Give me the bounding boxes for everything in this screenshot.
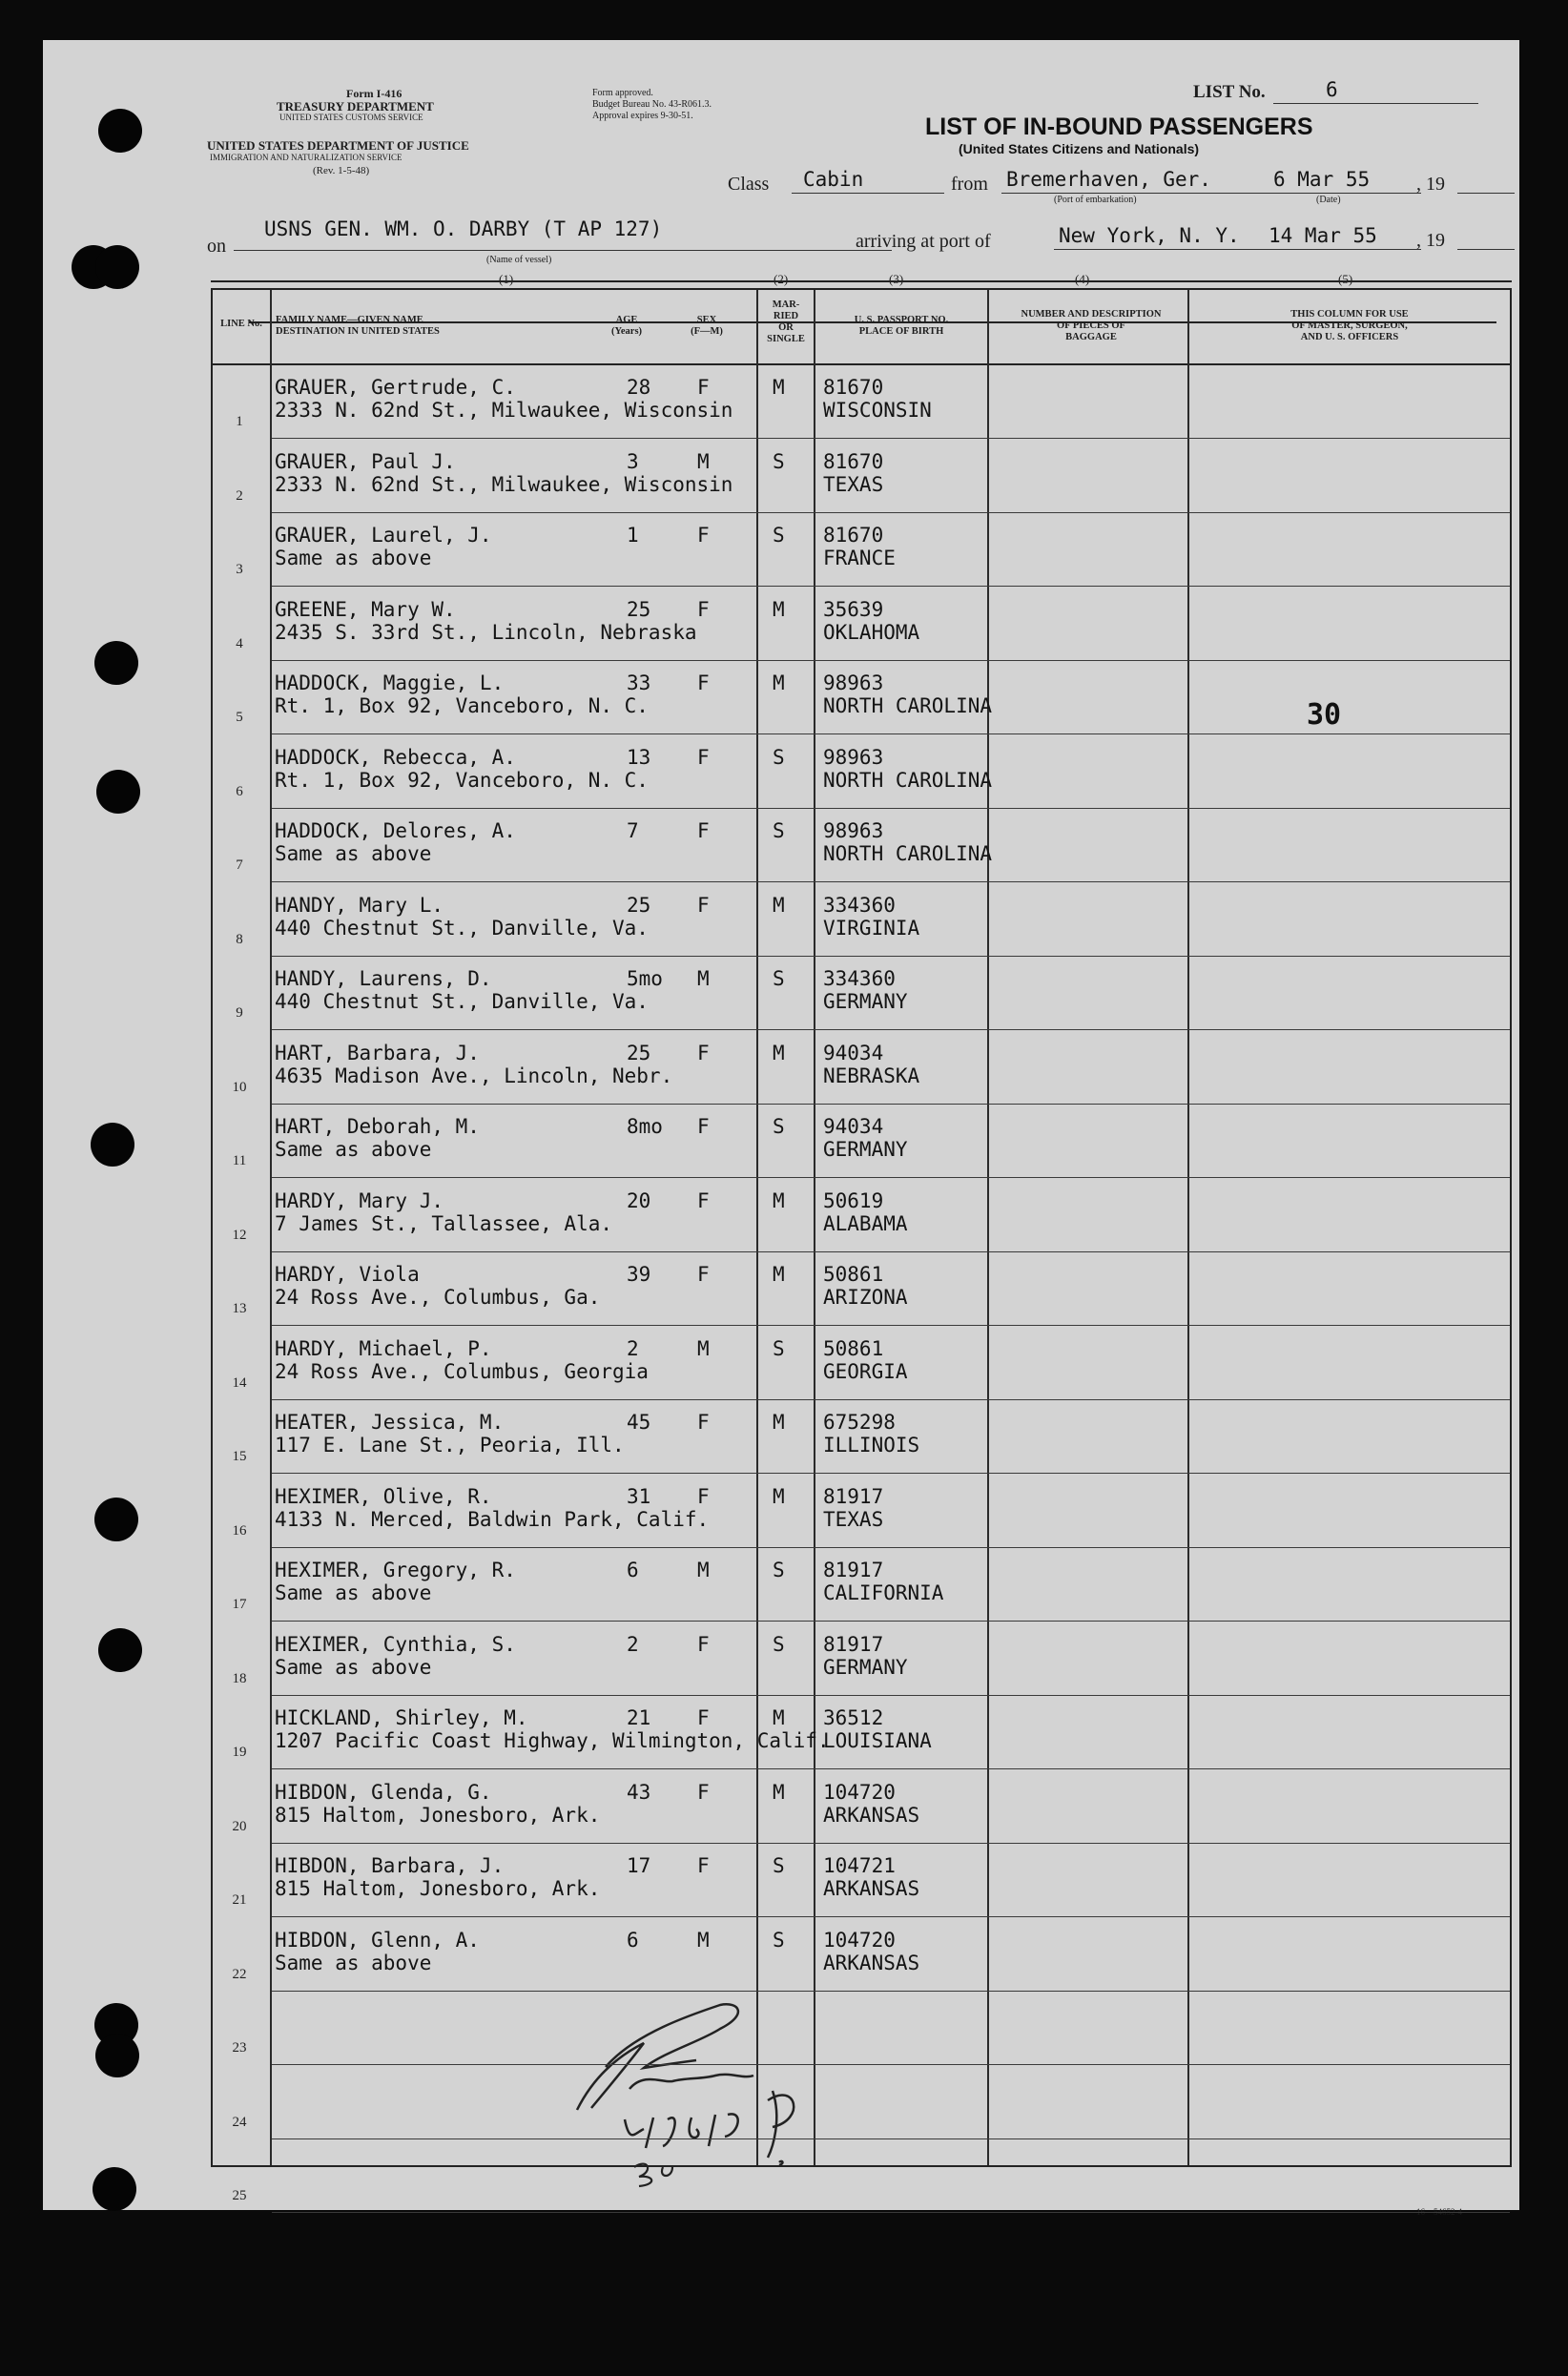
- header-passport: U. S. PASSPORT NO. PLACE OF BIRTH: [854, 315, 949, 337]
- passenger-name: HEXIMER, Cynthia, S.: [275, 1633, 516, 1656]
- passport-number: 81670: [823, 376, 884, 399]
- place-of-birth: NORTH CAROLINA: [823, 769, 993, 792]
- passenger-marital-status: S: [773, 1854, 785, 1877]
- passenger-address: 4635 Madison Ave., Lincoln, Nebr.: [275, 1064, 673, 1087]
- passenger-age: 8mo: [627, 1115, 663, 1138]
- place-of-birth: ARKANSAS: [823, 1804, 920, 1827]
- passenger-marital-status: S: [773, 1115, 785, 1138]
- row-divider: [272, 1843, 1510, 1844]
- line-number: 17: [232, 1597, 247, 1612]
- passenger-name: HEXIMER, Gregory, R.: [275, 1559, 516, 1581]
- approval-line-2: Budget Bureau No. 43-R061.3.: [592, 99, 712, 110]
- col-num-5: (5): [1338, 272, 1353, 286]
- passenger-marital-status: S: [773, 1929, 785, 1952]
- row-divider: [272, 808, 1510, 809]
- passenger-address: 24 Ross Ave., Columbus, Georgia: [275, 1360, 649, 1383]
- passenger-sex: F: [697, 819, 710, 842]
- place-of-birth: TEXAS: [823, 473, 884, 496]
- passenger-marital-status: S: [773, 819, 785, 842]
- line-number: 12: [232, 1228, 247, 1243]
- page-title: LIST OF IN-BOUND PASSENGERS: [925, 114, 1313, 140]
- on-label: on: [207, 236, 226, 257]
- passenger-marital-status: M: [773, 376, 785, 399]
- embarkation-date: 6 Mar 55: [1273, 168, 1371, 191]
- passport-number: 94034: [823, 1115, 884, 1138]
- passenger-sex: F: [697, 1633, 710, 1656]
- passenger-marital-status: S: [773, 450, 785, 473]
- passenger-sex: M: [697, 450, 710, 473]
- passenger-address: 2435 S. 33rd St., Lincoln, Nebraska: [275, 621, 697, 644]
- passport-number: 98963: [823, 671, 884, 694]
- form-number: Form I-416: [346, 87, 402, 100]
- line-number: 10: [232, 1080, 247, 1095]
- line-number: 22: [232, 1967, 247, 1982]
- inspector-signature: [539, 1976, 844, 2186]
- class-label: Class: [728, 174, 770, 195]
- passenger-sex: F: [697, 1854, 710, 1877]
- passenger-marital-status: M: [773, 1263, 785, 1286]
- passenger-age: 31: [627, 1485, 651, 1508]
- officer-note: 30: [1307, 698, 1342, 732]
- passenger-marital-status: M: [773, 1189, 785, 1212]
- col-num-4: (4): [1075, 272, 1090, 286]
- passenger-age: 2: [627, 1633, 639, 1656]
- row-divider: [272, 2138, 1510, 2139]
- place-of-birth: WISCONSIN: [823, 399, 932, 422]
- place-of-birth: FRANCE: [823, 547, 896, 569]
- form-revision: (Rev. 1-5-48): [313, 165, 370, 176]
- row-divider: [272, 1399, 1510, 1400]
- place-of-birth: ARIZONA: [823, 1286, 908, 1309]
- passenger-address: Same as above: [275, 1138, 432, 1161]
- binder-hole: [95, 2034, 139, 2077]
- col-num-2: (2): [774, 272, 789, 286]
- binder-hole: [93, 2167, 136, 2211]
- row-divider: [272, 1104, 1510, 1105]
- arriving-label: arriving at port of: [856, 231, 991, 252]
- line-number: 23: [232, 2040, 247, 2056]
- passport-number: 35639: [823, 598, 884, 621]
- line-number: 20: [232, 1819, 247, 1834]
- line-number: 5: [236, 710, 243, 725]
- passenger-sex: F: [697, 1115, 710, 1138]
- binder-hole: [98, 109, 142, 153]
- passenger-name: HEATER, Jessica, M.: [275, 1411, 505, 1434]
- col-num-3: (3): [889, 272, 904, 286]
- passenger-marital-status: M: [773, 1485, 785, 1508]
- place-of-birth: CALIFORNIA: [823, 1581, 944, 1604]
- passport-number: 104720: [823, 1781, 896, 1804]
- passenger-age: 33: [627, 671, 651, 694]
- passenger-address: Same as above: [275, 1581, 432, 1604]
- line-number: 16: [232, 1523, 247, 1539]
- row-divider: [272, 2064, 1510, 2065]
- passenger-name: HARDY, Mary J.: [275, 1189, 444, 1212]
- passenger-address: 2333 N. 62nd St., Milwaukee, Wisconsin: [275, 399, 733, 422]
- passenger-address: 1207 Pacific Coast Highway, Wilmington, Calif.: [275, 1729, 830, 1752]
- line-number: 15: [232, 1449, 247, 1464]
- vessel-caption: (Name of vessel): [486, 255, 552, 265]
- year-suffix: , 19: [1416, 174, 1445, 195]
- passenger-age: 5mo: [627, 967, 663, 990]
- header-age: AGE (Years): [610, 315, 643, 337]
- passenger-name: HICKLAND, Shirley, M.: [275, 1706, 528, 1729]
- row-divider: [272, 733, 1510, 734]
- passenger-address: 24 Ross Ave., Columbus, Ga.: [275, 1286, 601, 1309]
- approval-line-3: Approval expires 9-30-51.: [592, 111, 693, 121]
- binder-hole: [94, 1498, 138, 1541]
- row-divider: [272, 1695, 1510, 1696]
- row-divider: [272, 1251, 1510, 1252]
- passenger-marital-status: S: [773, 1633, 785, 1656]
- place-of-birth: ARKANSAS: [823, 1952, 920, 1974]
- row-divider: [272, 512, 1510, 513]
- passenger-address: 815 Haltom, Jonesboro, Ark.: [275, 1804, 601, 1827]
- passenger-address: Same as above: [275, 1656, 432, 1679]
- passenger-name: GREENE, Mary W.: [275, 598, 456, 621]
- passenger-marital-status: S: [773, 1559, 785, 1581]
- row-divider: [272, 956, 1510, 957]
- passenger-name: HANDY, Laurens, D.: [275, 967, 492, 990]
- approval-line-1: Form approved.: [592, 88, 653, 98]
- passenger-age: 6: [627, 1559, 639, 1581]
- line-number: 19: [232, 1745, 247, 1760]
- passport-number: 334360: [823, 967, 896, 990]
- place-of-birth: OKLAHOMA: [823, 621, 920, 644]
- passenger-sex: F: [697, 1263, 710, 1286]
- passport-number: 81917: [823, 1633, 884, 1656]
- place-of-birth: NEBRASKA: [823, 1064, 920, 1087]
- passenger-name: HARDY, Viola: [275, 1263, 420, 1286]
- binder-hole: [95, 245, 139, 289]
- passport-number: 81917: [823, 1485, 884, 1508]
- row-divider: [272, 1916, 1510, 1917]
- passport-number: 50861: [823, 1337, 884, 1360]
- row-divider: [272, 1325, 1510, 1326]
- passenger-age: 13: [627, 746, 651, 769]
- place-of-birth: LOUISIANA: [823, 1729, 932, 1752]
- header-married: MAR- RIED OR SINGLE: [767, 300, 805, 344]
- passenger-age: 45: [627, 1411, 651, 1434]
- page-subtitle: (United States Citizens and Nationals): [959, 141, 1200, 156]
- line-number: 4: [236, 636, 243, 651]
- passport-number: 675298: [823, 1411, 896, 1434]
- passport-number: 81917: [823, 1559, 884, 1581]
- justice-dept: UNITED STATES DEPARTMENT OF JUSTICE: [207, 138, 469, 153]
- line-number: 8: [236, 932, 243, 947]
- passenger-age: 2: [627, 1337, 639, 1360]
- passenger-age: 17: [627, 1854, 651, 1877]
- passenger-address: Rt. 1, Box 92, Vanceboro, N. C.: [275, 694, 649, 717]
- customs-service: UNITED STATES CUSTOMS SERVICE: [279, 113, 423, 122]
- row-divider: [272, 660, 1510, 661]
- line-number: 11: [232, 1153, 247, 1168]
- passenger-name: GRAUER, Paul J.: [275, 450, 456, 473]
- row-divider: [272, 1029, 1510, 1030]
- passenger-name: HADDOCK, Rebecca, A.: [275, 746, 516, 769]
- binder-hole: [94, 641, 138, 685]
- place-of-birth: GERMANY: [823, 990, 908, 1013]
- passenger-address: 117 E. Lane St., Peoria, Ill.: [275, 1434, 625, 1457]
- row-divider: [272, 1473, 1510, 1474]
- passenger-address: 7 James St., Tallassee, Ala.: [275, 1212, 613, 1235]
- vessel-name: USNS GEN. WM. O. DARBY (T AP 127): [264, 217, 663, 240]
- passenger-age: 39: [627, 1263, 651, 1286]
- date-caption: (Date): [1316, 195, 1341, 205]
- passenger-address: 2333 N. 62nd St., Milwaukee, Wisconsin: [275, 473, 733, 496]
- passenger-name: GRAUER, Gertrude, C.: [275, 376, 516, 399]
- header-baggage: NUMBER AND DESCRIPTION OF PIECES OF BAGGAGE: [1021, 309, 1162, 342]
- passenger-marital-status: S: [773, 1337, 785, 1360]
- passenger-address: Same as above: [275, 1952, 432, 1974]
- line-number: 9: [236, 1005, 243, 1021]
- passenger-name: HIBDON, Glenda, G.: [275, 1781, 492, 1804]
- line-number: 25: [232, 2188, 247, 2203]
- line-number: 1: [236, 414, 243, 429]
- passport-number: 36512: [823, 1706, 884, 1729]
- passenger-sex: F: [697, 1189, 710, 1212]
- passenger-address: 440 Chestnut St., Danville, Va.: [275, 917, 649, 940]
- line-number: 18: [232, 1671, 247, 1686]
- passenger-name: HARDY, Michael, P.: [275, 1337, 492, 1360]
- footer-code: 16—54652-4: [1416, 2207, 1462, 2217]
- passenger-age: 1: [627, 524, 639, 547]
- passenger-marital-status: S: [773, 746, 785, 769]
- passport-number: 104721: [823, 1854, 896, 1877]
- passport-number: 98963: [823, 819, 884, 842]
- passenger-address: Same as above: [275, 547, 432, 569]
- passport-number: 50619: [823, 1189, 884, 1212]
- passenger-name: HADDOCK, Delores, A.: [275, 819, 516, 842]
- passenger-age: 25: [627, 1042, 651, 1064]
- line-number: 14: [232, 1375, 247, 1391]
- passenger-marital-status: S: [773, 967, 785, 990]
- ins-service: IMMIGRATION AND NATURALIZATION SERVICE: [210, 153, 402, 162]
- row-divider: [272, 1621, 1510, 1622]
- passenger-sex: F: [697, 894, 710, 917]
- row-divider: [272, 1768, 1510, 1769]
- passenger-name: HIBDON, Barbara, J.: [275, 1854, 505, 1877]
- passenger-sex: M: [697, 1559, 710, 1581]
- place-of-birth: TEXAS: [823, 1508, 884, 1531]
- treasury-dept: TREASURY DEPARTMENT: [277, 99, 434, 114]
- passenger-address: 440 Chestnut St., Danville, Va.: [275, 990, 649, 1013]
- passenger-sex: F: [697, 376, 710, 399]
- passenger-address: Rt. 1, Box 92, Vanceboro, N. C.: [275, 769, 649, 792]
- place-of-birth: ILLINOIS: [823, 1434, 920, 1457]
- list-no-value: 6: [1326, 78, 1338, 101]
- passenger-age: 28: [627, 376, 651, 399]
- arrival-date: 14 Mar 55: [1269, 224, 1377, 247]
- list-no-label: LIST No.: [1193, 82, 1266, 102]
- line-number: 7: [236, 857, 243, 873]
- passenger-sex: F: [697, 746, 710, 769]
- passenger-age: 43: [627, 1781, 651, 1804]
- passenger-sex: F: [697, 1411, 710, 1434]
- passenger-marital-status: S: [773, 524, 785, 547]
- passenger-sex: F: [697, 598, 710, 621]
- passenger-name: GRAUER, Laurel, J.: [275, 524, 492, 547]
- passenger-sex: M: [697, 967, 710, 990]
- binder-hole: [96, 770, 140, 814]
- row-divider: [272, 881, 1510, 882]
- passenger-marital-status: M: [773, 1411, 785, 1434]
- from-label: from: [951, 174, 988, 195]
- passenger-marital-status: M: [773, 894, 785, 917]
- port-caption: (Port of embarkation): [1054, 195, 1137, 205]
- line-number: 24: [232, 2115, 247, 2130]
- passport-number: 81670: [823, 450, 884, 473]
- place-of-birth: NORTH CAROLINA: [823, 842, 993, 865]
- passport-number: 50861: [823, 1263, 884, 1286]
- row-divider: [272, 586, 1510, 587]
- passenger-sex: F: [697, 1706, 710, 1729]
- class-value: Cabin: [803, 168, 864, 191]
- binder-hole: [91, 1123, 134, 1167]
- passenger-address: Same as above: [275, 842, 432, 865]
- line-number: 3: [236, 562, 243, 577]
- passenger-age: 6: [627, 1929, 639, 1952]
- passenger-sex: M: [697, 1337, 710, 1360]
- place-of-birth: VIRGINIA: [823, 917, 920, 940]
- passenger-sex: F: [697, 524, 710, 547]
- passport-number: 98963: [823, 746, 884, 769]
- passenger-name: HEXIMER, Olive, R.: [275, 1485, 492, 1508]
- passenger-name: HART, Deborah, M.: [275, 1115, 480, 1138]
- row-divider: [272, 1991, 1510, 1992]
- header-sex: SEX (F—M): [691, 315, 723, 337]
- place-of-birth: GEORGIA: [823, 1360, 908, 1383]
- header-officers: THIS COLUMN FOR USE OF MASTER, SURGEON, AND U. S. OFFICERS: [1290, 309, 1409, 342]
- passenger-name: HIBDON, Glenn, A.: [275, 1929, 480, 1952]
- binder-hole: [98, 1628, 142, 1672]
- line-number: 2: [236, 488, 243, 504]
- row-divider: [272, 1547, 1510, 1548]
- line-number: 21: [232, 1892, 247, 1908]
- passenger-address: 4133 N. Merced, Baldwin Park, Calif.: [275, 1508, 710, 1531]
- passport-number: 81670: [823, 524, 884, 547]
- passenger-name: HART, Barbara, J.: [275, 1042, 480, 1064]
- passenger-marital-status: M: [773, 1706, 785, 1729]
- place-of-birth: ALABAMA: [823, 1212, 908, 1235]
- passport-number: 94034: [823, 1042, 884, 1064]
- passenger-age: 20: [627, 1189, 651, 1212]
- passenger-sex: F: [697, 671, 710, 694]
- passenger-marital-status: M: [773, 1042, 785, 1064]
- passenger-marital-status: M: [773, 671, 785, 694]
- col-num-1: (1): [499, 272, 514, 286]
- passenger-marital-status: M: [773, 598, 785, 621]
- line-number: 6: [236, 784, 243, 799]
- header-name: FAMILY NAME—GIVEN NAME DESTINATION IN UNITED STATES: [276, 315, 440, 337]
- passenger-age: 25: [627, 894, 651, 917]
- passenger-name: HANDY, Mary L.: [275, 894, 444, 917]
- row-divider: [272, 1177, 1510, 1178]
- passenger-sex: F: [697, 1485, 710, 1508]
- place-of-birth: GERMANY: [823, 1138, 908, 1161]
- passenger-sex: F: [697, 1781, 710, 1804]
- row-divider: [272, 2212, 1510, 2213]
- passenger-sex: M: [697, 1929, 710, 1952]
- passenger-manifest-page: [43, 40, 1519, 2217]
- place-of-birth: ARKANSAS: [823, 1877, 920, 1900]
- passenger-address: 815 Haltom, Jonesboro, Ark.: [275, 1877, 601, 1900]
- header-line-no: LINE No.: [220, 319, 262, 329]
- passenger-age: 3: [627, 450, 639, 473]
- place-of-birth: NORTH CAROLINA: [823, 694, 993, 717]
- place-of-birth: GERMANY: [823, 1656, 908, 1679]
- embarkation-port: Bremerhaven, Ger.: [1006, 168, 1211, 191]
- passport-number: 334360: [823, 894, 896, 917]
- passenger-name: HADDOCK, Maggie, L.: [275, 671, 505, 694]
- passenger-sex: F: [697, 1042, 710, 1064]
- passenger-age: 7: [627, 819, 639, 842]
- row-divider: [272, 438, 1510, 439]
- line-number: 13: [232, 1301, 247, 1316]
- arrival-port: New York, N. Y.: [1059, 224, 1240, 247]
- passport-number: 104720: [823, 1929, 896, 1952]
- passenger-marital-status: M: [773, 1781, 785, 1804]
- year-suffix: , 19: [1416, 230, 1445, 251]
- passenger-age: 25: [627, 598, 651, 621]
- passenger-age: 21: [627, 1706, 651, 1729]
